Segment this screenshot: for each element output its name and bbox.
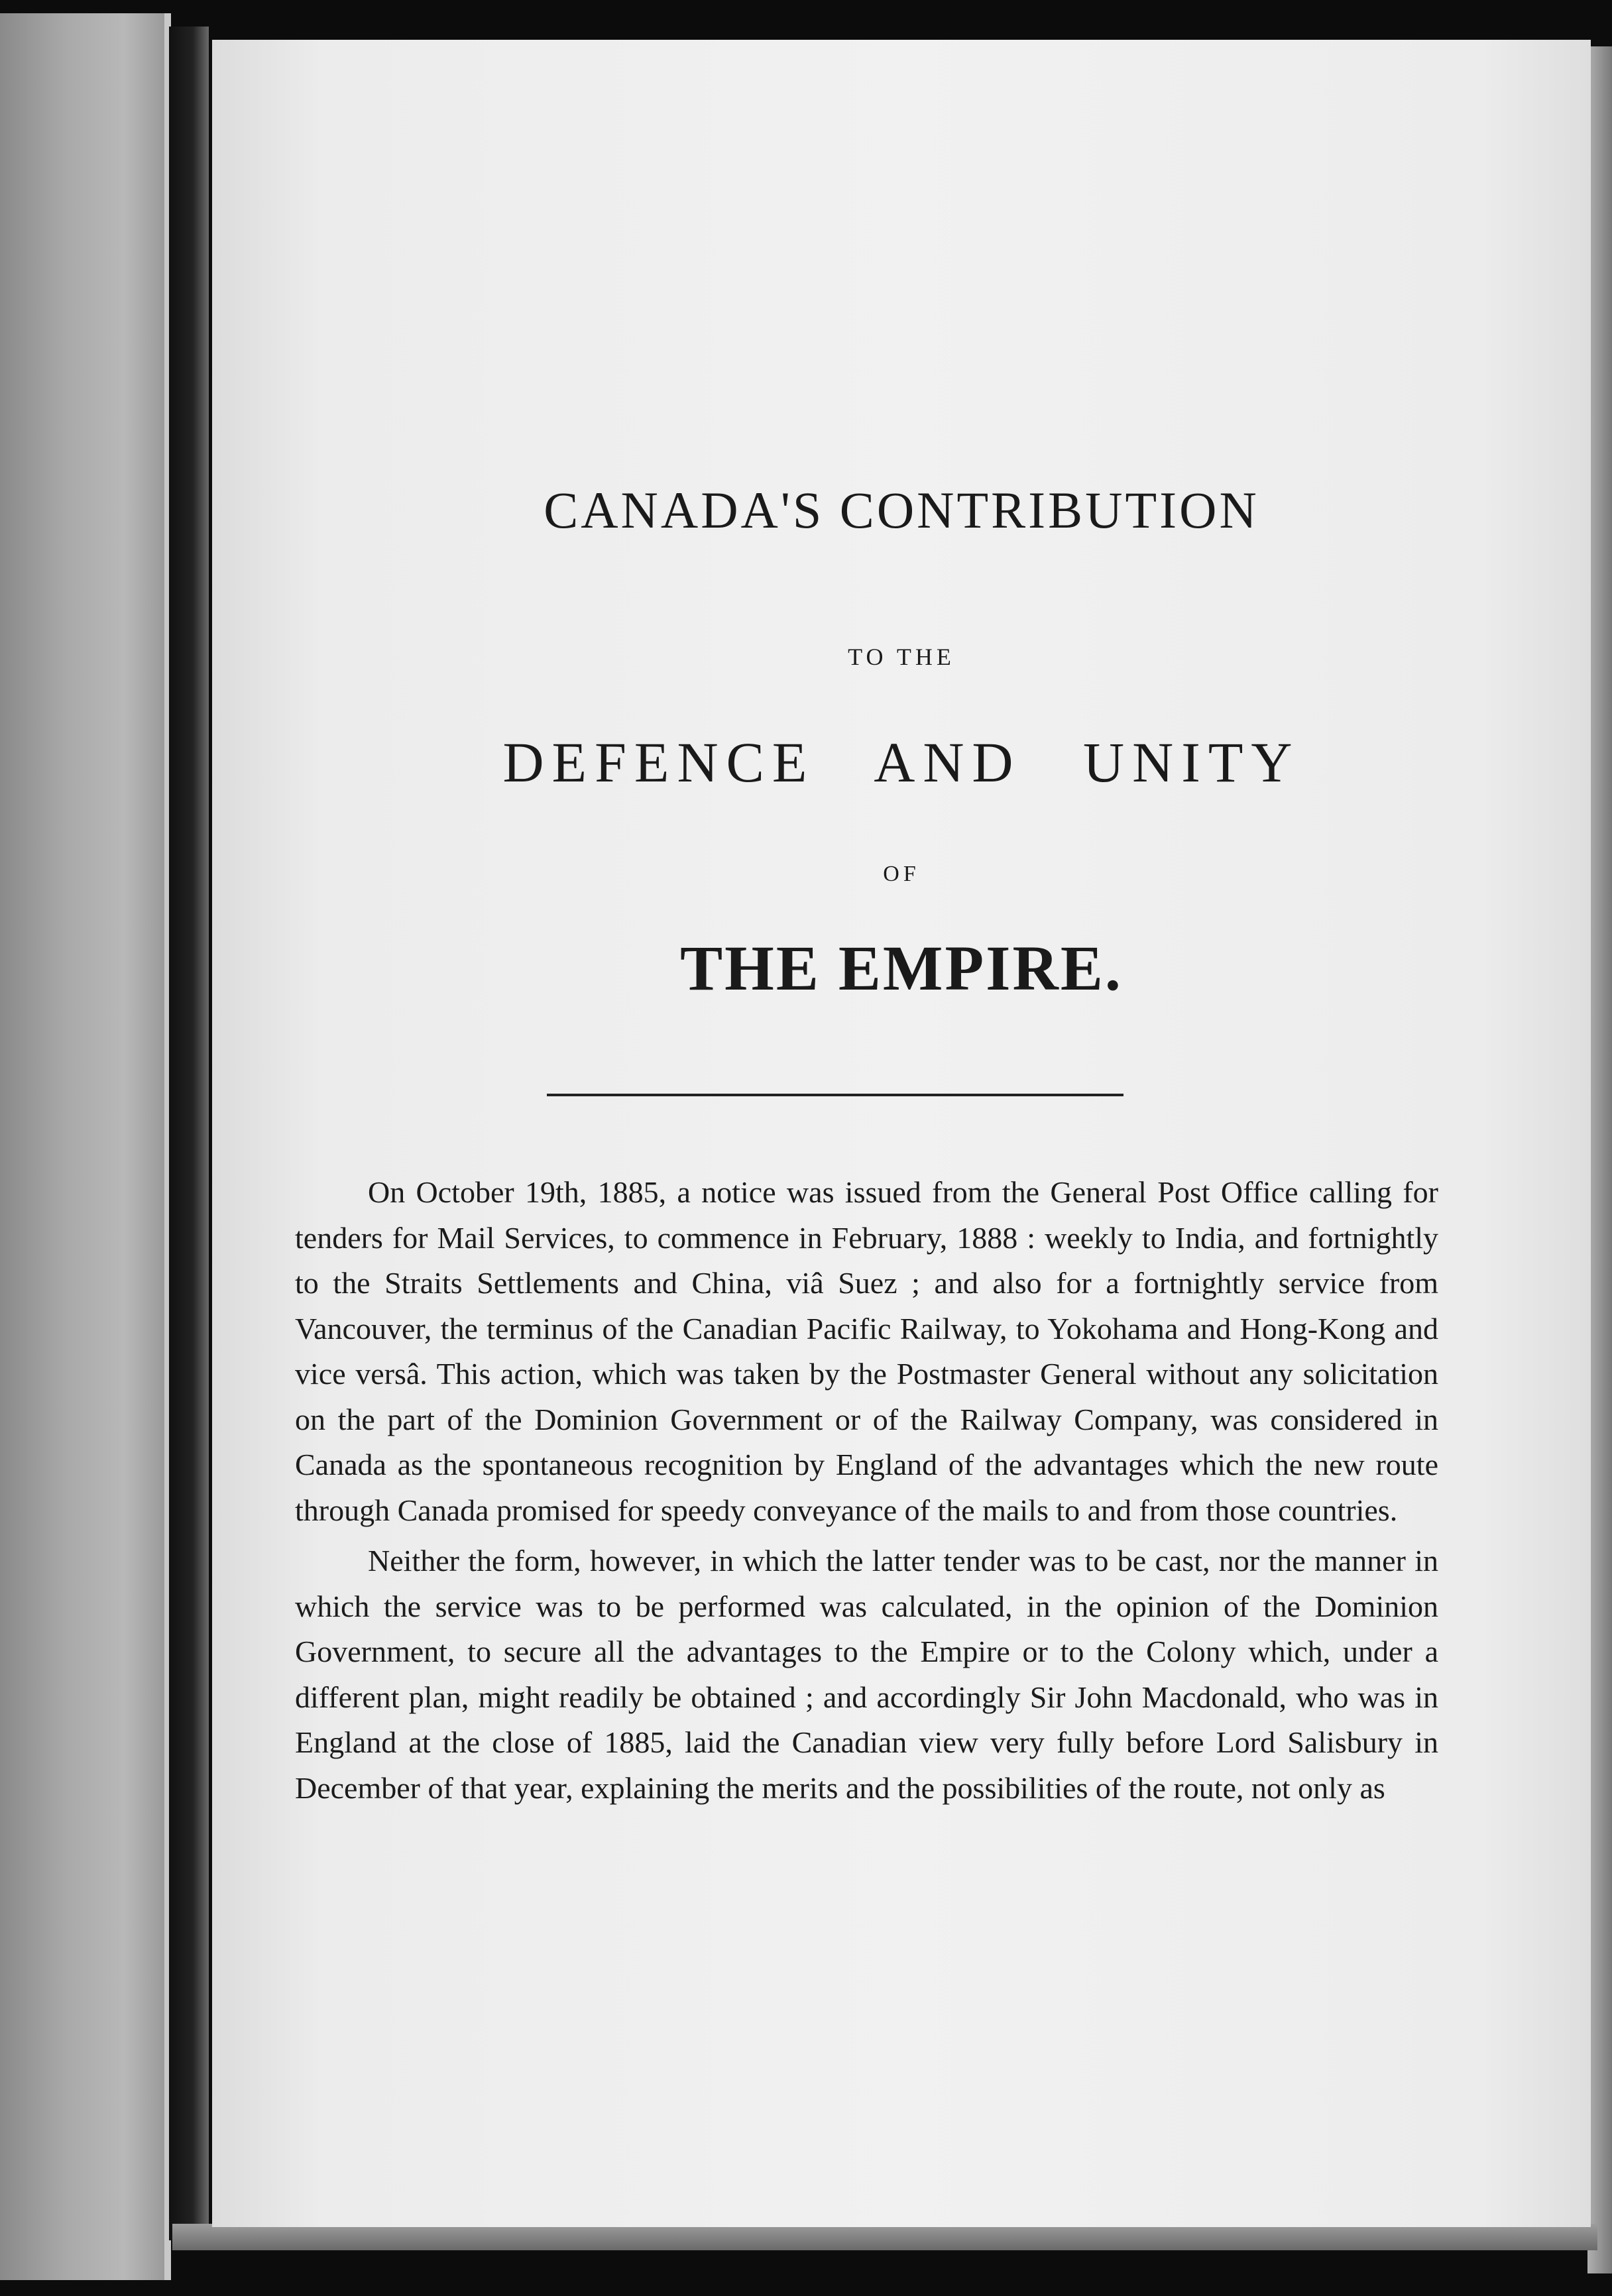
page-bottom-edge: [172, 2224, 1597, 2250]
paragraph-1: On October 19th, 1885, a notice was issued from the General Post Office calling for tenders for Mail Services, to commence in February, 1888 : weekly to India, and fortnightly to the Straits Settlements and China, viâ Suez ; and also for a fortnightly service from Vancouver, the terminus of the Canadian Pacific Railway, to Yokohama and Hong-Kong and vice versâ. This action, which was taken by the Postmaster General without any solicitation on the part of the Dominion Government or of the Railway Company, was considered in Canada as the spontaneous recognition by England of the advantages which the new route through Canada promised for speedy conveyance of the mails to and from those countries.: [295, 1175, 1438, 1527]
title-line-2: DEFENCE AND UNITY: [502, 730, 1300, 794]
title-line-1: CANADA'S CONTRIBUTION: [544, 481, 1259, 539]
title-line-3: THE EMPIRE.: [680, 933, 1123, 1004]
book-spine-shadow: [169, 27, 209, 2240]
title-rule: [547, 1094, 1123, 1096]
page-stack-edge: [1587, 46, 1612, 2273]
title-connector-2: OF: [883, 862, 920, 886]
left-facing-page: [0, 13, 166, 2280]
document-page: [212, 40, 1591, 2227]
title-connector-1: TO THE: [848, 644, 955, 670]
paragraph-2: Neither the form, however, in which the latter tender was to be cast, nor the manner in which the service was to be performed was calculated, in the opinion of the Dominion Government, to secure all the advantages to the Empire or to the Colony which, under a different plan, might readily be obtained ; and accordingly Sir John Macdonald, who was in England at the close of 1885, laid the Canadian view very fully before Lord Salisbury in December of that year, explaining the merits and the possibilities of the route, not only as: [295, 1544, 1438, 1805]
body-text: [295, 1170, 1438, 1811]
